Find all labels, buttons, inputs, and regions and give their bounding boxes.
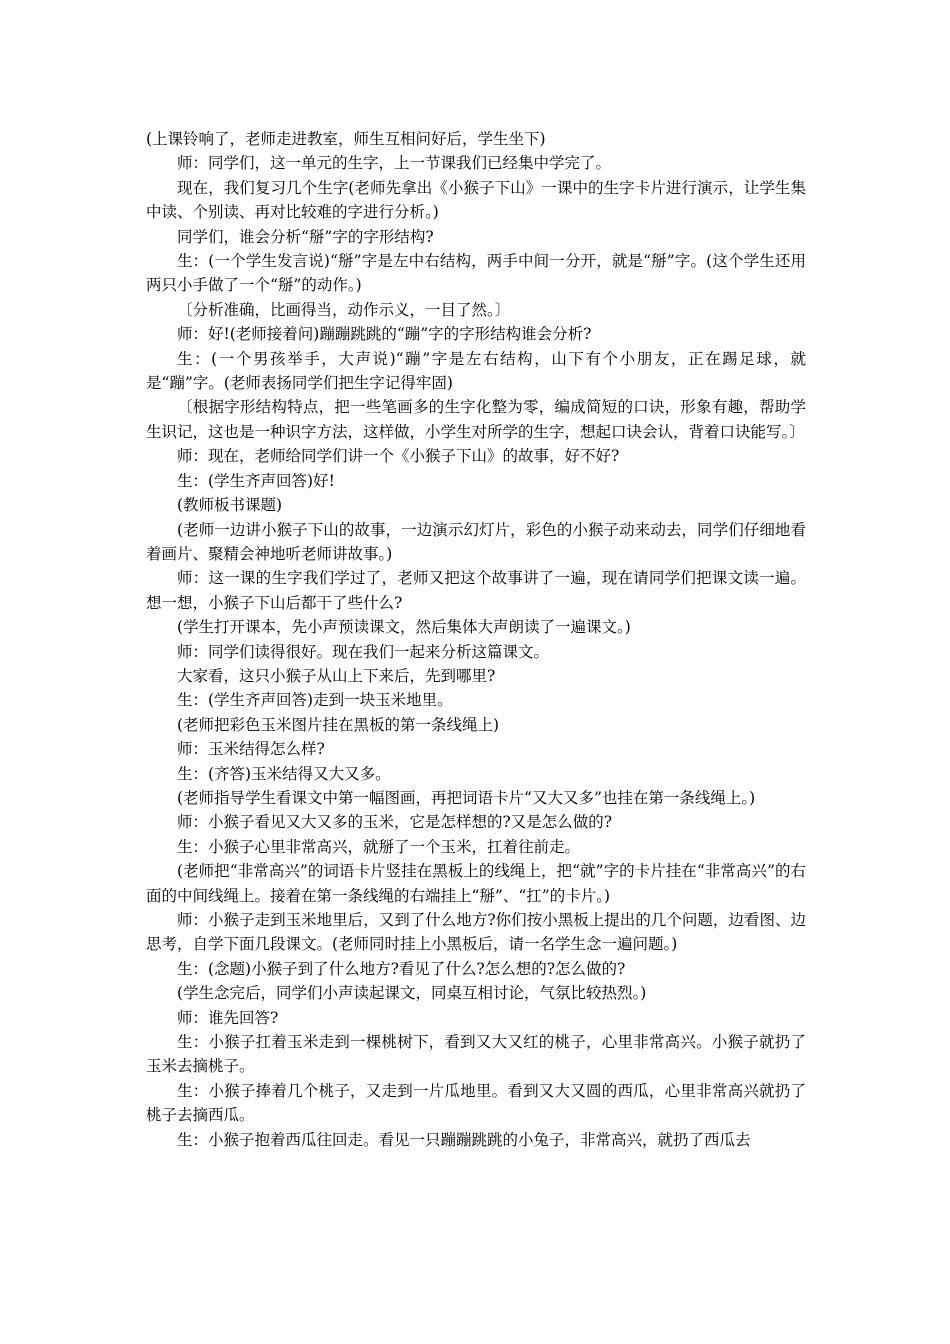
paragraph: (学生打开课本，先小声预读课文，然后集体大声朗读了一遍课文。) — [177, 618, 631, 637]
paragraph: 生：(齐答)玉米结得又大又多。 — [177, 764, 391, 783]
paragraph: (上课铃响了，老师走进教室，师生互相问好后，学生坐下) — [146, 130, 546, 148]
paragraph: 现在，我们复习几个生字(老师先拿出《小猴子下山》一课中的生字卡片进行演示，让学生集中读、个别读、再对比较难的字进行分析。) — [146, 178, 806, 222]
paragraph: 师：现在，老师给同学们讲一个《小猴子下山》的故事，好不好? — [177, 447, 620, 466]
paragraph: 生：小猴子抱着西瓜往回走。看见一只蹦蹦跳跳的小兔子，非常高兴，就扔了西瓜去 — [177, 1130, 751, 1149]
paragraph: (学生念完后，同学们小声读起课文，同桌互相讨论，气氛比较热烈。) — [177, 984, 647, 1003]
paragraph: 生：(一个男孩举手，大声说)“蹦”字是左右结构，山下有个小朋友，正在踢足球，就是“蹦”字。(老师表扬同学们把生字记得牢固) — [146, 349, 806, 393]
paragraph: (老师把彩色玉米图片挂在黑板的第一条线绳上) — [177, 715, 500, 734]
paragraph: 生：(学生齐声回答)好! — [177, 471, 335, 490]
paragraph: 大家看，这只小猴子从山上下来后，先到哪里? — [177, 666, 496, 685]
paragraph: (老师指导学生看课文中第一幅图画，再把词语卡片“又大又多”也挂在第一条线绳上。) — [177, 788, 756, 807]
paragraph: 师：同学们，这一单元的生字，上一节课我们已经集中学完了。 — [177, 154, 612, 173]
paragraph: 师：好!(老师接着问)蹦蹦跳跳的“蹦”字的字形结构谁会分析? — [177, 325, 592, 344]
paragraph: 生：(念题)小猴子到了什么地方?看见了什么?怎么想的?怎么做的? — [177, 959, 626, 978]
paragraph: (老师一边讲小猴子下山的故事，一边演示幻灯片，彩色的小猴子动来动去，同学们仔细地看着画片、聚精会神地听老师讲故事。) — [146, 520, 806, 563]
lesson-transcript — [146, 127, 806, 1152]
paragraph: 师：玉米结得怎么样? — [177, 740, 325, 759]
paragraph: 师：小猴子看见又大又多的玉米，它是怎样想的?又是怎么做的? — [177, 813, 613, 832]
paragraph: 〔根据字形结构特点，把一些笔画多的生字化整为零，编成简短的口诀，形象有趣，帮助学生识记，这也是一种识字方法，这样做，小学生对所学的生字，想起口诀会认，背着口诀能写。〕 — [146, 398, 806, 441]
paragraph: 师：同学们读得很好。现在我们一起来分析这篇课文。 — [177, 642, 550, 661]
paragraph: 〔分析准确，比画得当，动作示义，一目了然。〕 — [177, 300, 511, 319]
paragraph: 师：这一课的生字我们学过了，老师又把这个故事讲了一遍，现在请同学们把课文读一遍。想一想，小猴子下山后都干了些什么? — [146, 569, 806, 612]
paragraph: 师：谁先回答? — [177, 1008, 279, 1027]
paragraph: (教师板书课题) — [177, 496, 283, 515]
paragraph: 同学们，谁会分析“掰”字的字形结构? — [177, 227, 434, 246]
paragraph: 生：(一个学生发言说)“掰”字是左中右结构，两手中间一分开，就是“掰”字。(这个学生还用两只小手做了一个“掰”的动作。) — [146, 252, 806, 295]
paragraph: (老师把“非常高兴”的词语卡片竖挂在黑板上的线绳上，把“就”字的卡片挂在“非常高兴”的右面的中间线绳上。接着在第一条线绳的右端挂上“掰”、“扛”的卡片。) — [146, 862, 806, 905]
paragraph: 生：小猴子捧着几个桃子，又走到一片瓜地里。看到又大又圆的西瓜，心里非常高兴就扔了桃子去摘西瓜。 — [146, 1081, 806, 1125]
paragraph: 生：小猴子扛着玉米走到一棵桃树下，看到又大又红的桃子，心里非常高兴。小猴子就扔了玉米去摘桃子。 — [146, 1033, 806, 1076]
paragraph: 师：小猴子走到玉米地里后，又到了什么地方?你们按小黑板上提出的几个问题，边看图、边思考，自学下面几段课文。(老师同时挂上小黑板后，请一名学生念一遍问题。) — [146, 911, 806, 954]
paragraph: 生：小猴子心里非常高兴，就掰了一个玉米，扛着往前走。 — [177, 837, 581, 856]
paragraph: 生：(学生齐声回答)走到一块玉米地里。 — [177, 691, 453, 710]
